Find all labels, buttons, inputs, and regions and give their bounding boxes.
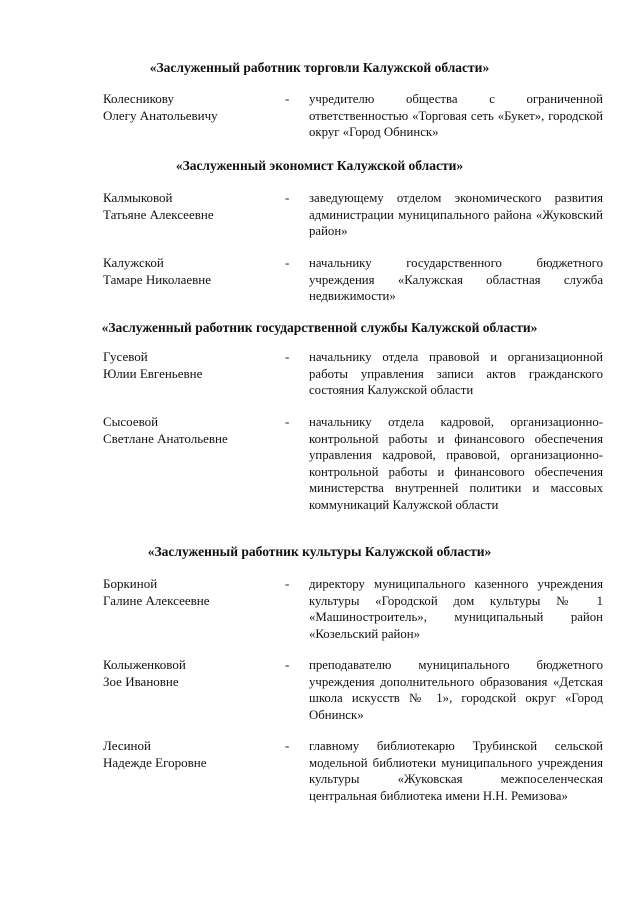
recipient-surname: Колыженковой (103, 657, 186, 672)
section-title: «Заслуженный работник государственной службы Калужской области» (101, 320, 538, 335)
recipient-position: учредителю общества с ограниченной ответственностью «Торговая сеть «Букет», городской округ «Город Обнинск» (309, 92, 603, 139)
recipient-name (103, 738, 278, 771)
recipient-given-names: Татьяне Алексеевне (103, 206, 214, 222)
recipient-surname: Гусевой (103, 349, 148, 364)
separator-dash: - (285, 657, 290, 672)
separator-dash: - (285, 738, 290, 753)
recipient-surname: Калмыковой (103, 190, 173, 205)
separator-dash: - (285, 576, 290, 591)
recipient-surname: Сысоевой (103, 414, 159, 429)
recipient-given-names: Зое Ивановне (103, 673, 179, 689)
recipient-surname: Колесникову (103, 91, 174, 106)
separator-dash: - (285, 414, 290, 429)
recipient-given-names: Светлане Анатольевне (103, 430, 228, 446)
recipient-position: начальнику отдела правовой и организационной работы управления записи актов гражданского состояния Калужской области (309, 350, 603, 397)
recipient-position: директору муниципального казенного учреждения культуры «Городской дом культуры № 1 «Машиностроитель», муниципальный район «Козельский район» (309, 577, 603, 641)
recipient-name (103, 190, 278, 223)
recipient-name (103, 576, 278, 609)
recipient-surname: Лесиной (103, 738, 151, 753)
recipient-name (103, 91, 278, 124)
recipient-position: начальнику государственного бюджетного учреждения «Калужская областная служба недвижимости» (309, 256, 603, 303)
recipient-given-names: Надежде Егоровне (103, 754, 207, 770)
recipient-name (103, 414, 278, 447)
separator-dash: - (285, 255, 290, 270)
separator-dash: - (285, 349, 290, 364)
separator-dash: - (285, 190, 290, 205)
section-title: «Заслуженный экономист Калужской области» (175, 158, 464, 173)
section-title: «Заслуженный работник культуры Калужской области» (147, 544, 492, 559)
recipient-given-names: Юлии Евгеньевне (103, 365, 203, 381)
recipient-position: заведующему отделом экономического развития администрации муниципального района «Жуковский район» (309, 191, 603, 238)
recipient-given-names: Тамаре Николаевне (103, 271, 212, 287)
recipient-name (103, 657, 278, 690)
recipient-surname: Калужской (103, 255, 164, 270)
separator-dash: - (285, 91, 290, 106)
recipient-given-names: Галине Алексеевне (103, 592, 210, 608)
recipient-name (103, 349, 278, 382)
recipient-name (103, 255, 278, 288)
recipient-position: главному библиотекарю Трубинской сельской модельной библиотеки муниципального учреждения культуры «Жуковская межпоселенческая центральная библиотека имени Н.Н. Ремизова» (309, 739, 603, 803)
recipient-position: преподавателю муниципального бюджетного учреждения дополнительного образования «Детская школа искусств № 1», городской округ «Город Обнинск» (309, 658, 603, 722)
recipient-surname: Боркиной (103, 576, 158, 591)
recipient-position: начальнику отдела кадровой, организационно-контрольной работы и финансового обеспечения управления кадровой, правовой, организационно-контрольной работы и финансового обеспечения министерства внутренней политики и массовых коммуникаций Калужской области (309, 415, 603, 512)
section-title: «Заслуженный работник торговли Калужской области» (149, 60, 490, 75)
recipient-given-names: Олегу Анатольевичу (103, 107, 218, 123)
